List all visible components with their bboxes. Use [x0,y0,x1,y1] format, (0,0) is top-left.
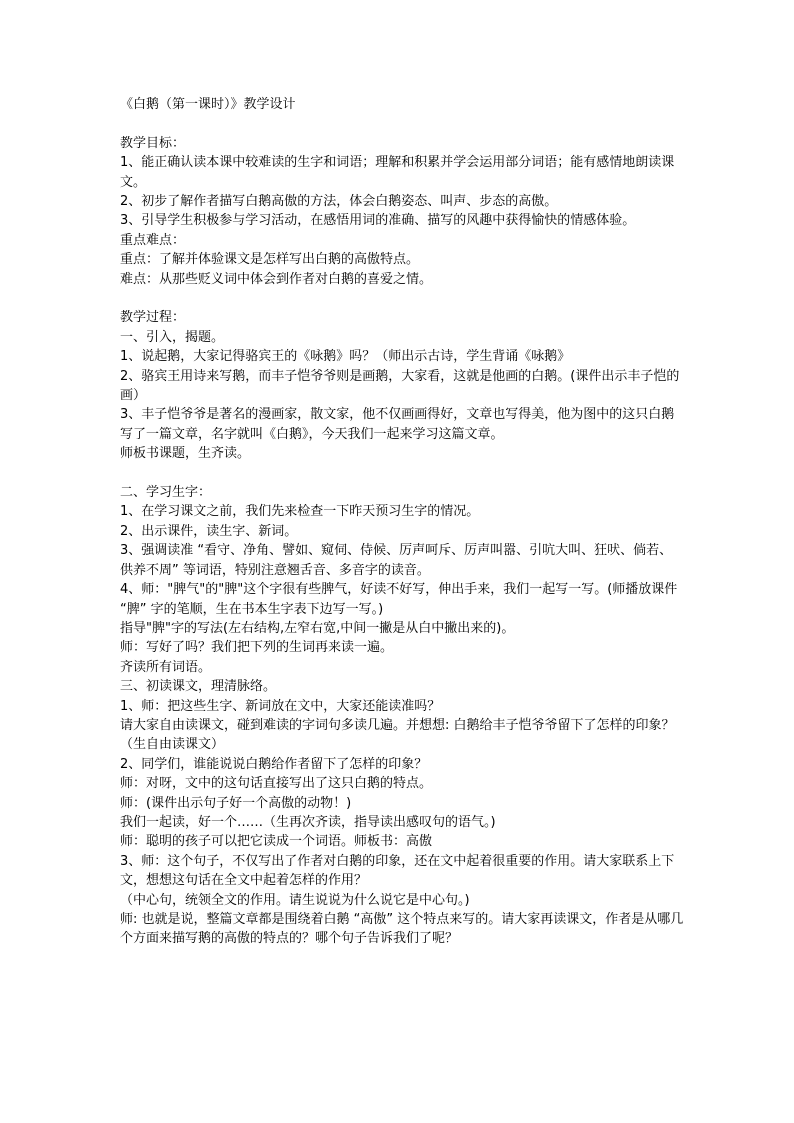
paragraph-line: 2、出示课件，读生字、新词。 [120,523,298,539]
paragraph-line: 三、初读课文，理清脉络。 [120,679,277,695]
paragraph-line: 3、师：这个句子，不仅写出了作者对白鹅的印象，还在文中起着很重要的作用。请大家联系上下文，想想这句话在全文中起着怎样的作用？ [120,853,675,889]
paragraph-line: 1、师：把这些生字、新词放在文中，大家还能读准吗？ [120,698,441,714]
paragraph-line: 2、骆宾王用诗来写鹅，而丰子恺爷爷则是画鹅，大家看，这就是他画的白鹅。(课件出示丰子恺的画） [120,368,680,404]
document-page [120,95,685,949]
paragraph-line: 师：聪明的孩子可以把它读成一个词语。师板书：高傲 [120,834,433,850]
paragraph-line: 师: 也就是说，整篇文章都是围绕着白鹅 “高傲” 这个特点来写的。请大家再读课文，作者是从哪几个方面来描写鹅的高傲的特点的？哪个句子告诉我们了呢？ [120,912,684,947]
paragraph-line: 师：写好了吗？我们把下列的生词再来读一遍。 [120,640,394,656]
paragraph-line: 师：(课件出示句子好一个高傲的动物！) [120,795,352,811]
paragraph-line: 难点：从那些贬义词中体会到作者对白鹅的喜爱之情。 [120,271,433,287]
paragraph-line: 指导"脾"字的写法(左右结构,左窄右宽,中间一撇是从白中撇出来的)。 [120,620,515,636]
document-title: 《白鹅（第一课时）》教学设计 [120,97,296,112]
paragraph-line: 重点：了解并体验课文是怎样写出白鹅的高傲特点。 [120,252,420,268]
paragraph-line: 请大家自由读课文，碰到难读的字词句多读几遍。并想想: 白鹅给丰子恺爷爷留下了怎样的印象？（生自由读课文） [120,717,675,753]
paragraph-line: 师板书课题，生齐读。 [120,446,251,462]
paragraph-line: 3、丰子恺爷爷是著名的漫画家，散文家，他不仅画画得好，文章也写得美，他为图中的这只白鹅写了一篇文章，名字就叫《白鹅》，今天我们一起来学习这篇文章。 [120,407,675,442]
paragraph-line: 教学过程： [120,310,186,326]
paragraph-line: 2、初步了解作者描写白鹅高傲的方法，体会白鹅姿态、叫声、步态的高傲。 [120,194,558,210]
paragraph-line: 教学目标： [120,135,186,151]
paragraph-line: 1、说起鹅，大家记得骆宾王的《咏鹅》吗？（师出示古诗，学生背诵《咏鹅》 [120,349,571,365]
paragraph-line: 我们一起读，好一个……（生再次齐读，指导读出感叹句的语气。) [120,814,496,830]
blank-line [120,464,685,483]
paragraph-line: 2、同学们，谁能说说白鹅给作者留下了怎样的印象？ [120,756,428,772]
paragraph-line: （中心句，统领全文的作用。请生说说为什么说它是中心句。) [120,892,470,908]
paragraph-line: 师：对呀，文中的这句话直接写出了这只白鹅的特点。 [120,776,433,792]
paragraph-line: 齐读所有词语。 [120,659,212,675]
blank-line [120,289,685,308]
document-body [120,134,685,949]
paragraph-line: 3、强调读准 “看守、净角、譬如、窥伺、侍候、厉声呵斥、厉声叫嚣、引吭大叫、狂吠、倘若、供养不周” 等词语，特别注意翘舌音、多音字的读音。 [120,543,673,578]
paragraph-line: 重点难点： [120,232,186,248]
paragraph-line: 3、引导学生积极参与学习活动，在感悟用词的准确、描写的风趣中获得愉快的情感体验。 [120,213,636,229]
paragraph-line: 1、在学习课文之前，我们先来检查一下昨天预习生字的情况。 [120,504,480,520]
paragraph-line: 1、能正确认读本课中较难读的生字和词语；理解和积累并学会运用部分词语；能有感情地朗读课文。 [120,155,675,190]
paragraph-line: 二、学习生字： [120,485,212,501]
paragraph-line: 一、引入，揭题。 [120,329,225,345]
paragraph-line: 4、师："脾气"的"脾"这个字很有些脾气，好读不好写，伸出手来，我们一起写一写。(师播放课件 “脾” 字的笔顺，生在书本生字表下边写一写。) [120,582,678,617]
